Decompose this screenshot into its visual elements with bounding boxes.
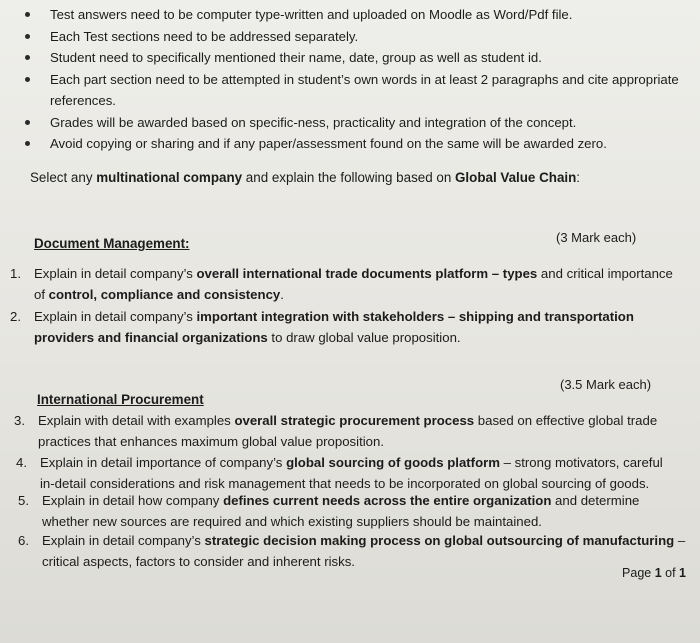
instruction-item: Grades will be awarded based on specific-ness, practicality and integration of the concept.: [22, 112, 682, 134]
question-item: 6. Explain in detail company’s strategic decision making process on global outsourcing of manufacturing – critical aspects, factors to consider and inherent risks.: [18, 533, 686, 569]
bullet-icon: [25, 55, 30, 60]
section-marks: (3 Mark each): [556, 230, 637, 245]
bullet-icon: [25, 77, 30, 82]
instruction-item: Student need to specifically mentioned their name, date, group as well as student id.: [22, 47, 682, 69]
instruction-item: Avoid copying or sharing and if any paper/assessment found on the same will be awarded zero.: [22, 133, 682, 155]
question-item: 5. Explain in detail how company defines current needs across the entire organization and determine whether new sources are required and which existing suppliers should be maintained.: [18, 493, 640, 529]
section-title-international-procurement: International Procurement: [37, 392, 204, 407]
page-number: Page 1 of 1: [622, 566, 686, 580]
instruction-item: Each Test sections need to be addressed separately.: [22, 26, 682, 48]
bullet-icon: [25, 34, 30, 39]
bullet-icon: [25, 141, 30, 146]
bullet-icon: [25, 120, 30, 125]
question-item: 2. Explain in detail company’s important integration with stakeholders – shipping and transportation providers and financial organizations to draw global value proposition.: [10, 309, 634, 345]
instruction-item: Test answers need to be computer type-written and uploaded on Moodle as Word/Pdf file.: [22, 4, 682, 26]
instructions-list: [22, 4, 682, 155]
question-item: 4. Explain in detail importance of company’s global sourcing of goods platform – strong motivators, careful in-detail considerations and risk management that needs to be incorporated on global sourcing of goods.: [16, 455, 663, 491]
section-marks: (3.5 Mark each): [560, 377, 652, 392]
instruction-item: Each part section need to be attempted in student’s own words in at least 2 paragraphs and cite appropriate references.: [22, 69, 682, 112]
task-instruction: Select any multinational company and explain the following based on Global Value Chain:: [30, 170, 581, 185]
bullet-icon: [25, 12, 30, 17]
section-title-document-management: Document Management:: [34, 236, 190, 251]
question-item: 1. Explain in detail company’s overall international trade documents platform – types and critical importance of control, compliance and consistency.: [10, 266, 673, 302]
question-item: 3. Explain with detail with examples overall strategic procurement process based on effective global trade practices that enhances maximum global value proposition.: [14, 413, 658, 449]
